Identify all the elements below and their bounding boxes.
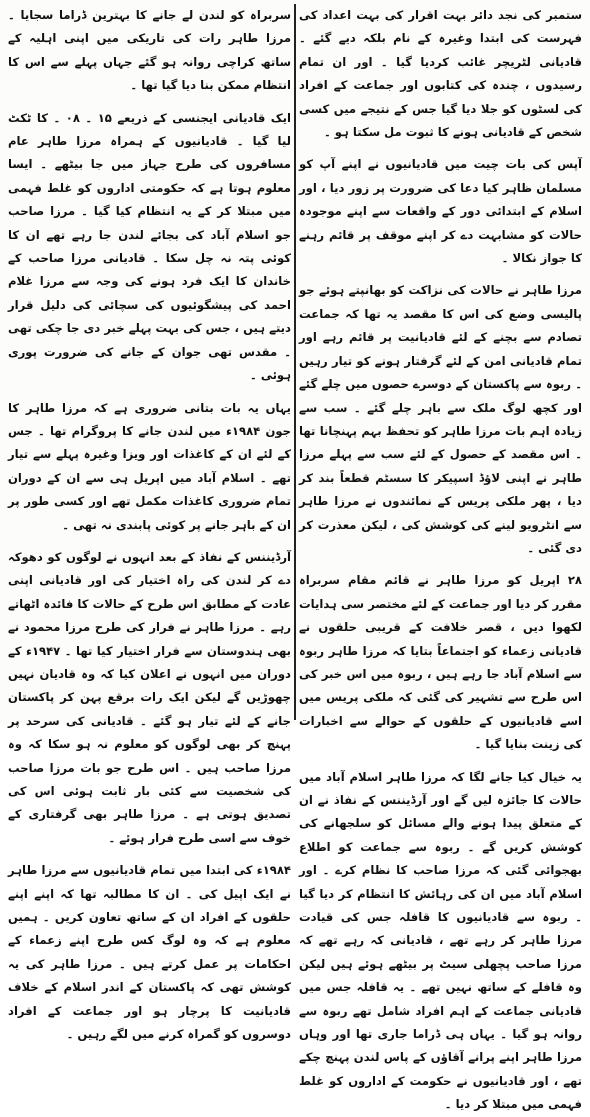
paragraph: ۱۹۸۴ء کی ابتدا میں تمام قادیانیوں سے مرزا طاہر نے ایک اپیل کی ۔ ان کا مطالبہ تھا کہ اپنے اپنے حلقوں کے افراد ان کے ساتھ تعاون کریں ۔ ہمیں معلوم ہے کہ وہ لوگ کس طرح اپنے زعماء کے احکامات پر عمل کرتے ہیں ۔ مرزا طاہر کی یہ کوشش تھی کہ پاکستان کے اندر اسلام کے خلاف قادیانیت کا پرچار ہو اور جماعت کے افراد دوسروں کو گمراہ کرنے میں لگے رہیں ۔ xyxy=(8,863,291,1042)
paragraph: یہاں یہ بات بتانی ضروری ہے کہ مرزا طاہر کا جون ۱۹۸۴ء میں لندن جانے کا پروگرام تھا ۔ جس کے لئے ان کے کاغذات اور ویزا وغیرہ پہلے سے تیار تھے ۔ اسلام آباد میں اپریل ہی سے ان کے دوران تمام ضروری کاغذات مکمل تھے اور کسی طور پر ان کے باہر جانے پر کوئی پابندی نہ تھی ۔ xyxy=(8,400,291,532)
right-column xyxy=(299,4,582,1112)
paragraph: مرزا طاہر نے حالات کی نزاکت کو بھانپتے ہوئے جو پالیسی وضع کی اس کا مقصد یہ تھا کہ جماعت تصادم سے بچنے کے لئے قادیانیت پر قائم رہے اور تمام قادیانی امن کے لئے گرفتار ہونے کو تیار رہیں ۔ ربوہ سے پاکستان کے دوسرے حصوں میں چلے گئے اور کچھ لوگ ملک سے باہر چلے گئے ۔ سب سے زیادہ اہم بات مرزا طاہر کو تحفظ بہم پہنچانا تھا ۔ اس مقصد کے حصول کے لئے سب سے پہلے مرزا طاہر نے اپنی لاؤڈ اسپیکر کا سسٹم قطعاً بند کر دیا ، پھر ملکی پریس کے نمائندوں نے مرزا طاہر سے انٹرویو لینے کی کوشش کی ، لیکن معذرت کر دی گئی ۔ xyxy=(299,283,582,555)
paragraph: آپس کی بات چیت میں قادیانیوں نے اپنے آپ کو مسلمان ظاہر کیا دعا کی ضرورت پر زور دیا ، اور اسلام کے ابتدائی دور کے واقعات سے اپنے موجودہ حالات کو مشابہت دے کر اپنے موقف پر قائم رہنے کا جواز نکالا ۔ xyxy=(299,157,582,266)
paragraph: آرڈیننس کے نفاذ کے بعد انہوں نے لوگوں کو دھوکہ دے کر لندن کی راہ اختیار کی اور قادیانی اپنی عادت کے مطابق اس طرح کے حالات کا فائدہ اٹھاتے رہے ۔ مرزا طاہر نے فرار کی طرح مرزا محمود نے بھی ہندوستان سے فرار اختیار کیا تھا ۔ ۱۹۴۷ء کے دوران میں انہوں نے اعلان کیا کہ وہ قادیان نہیں چھوڑیں گے لیکن ایک رات برقع پہن کر پاکستان جانے کے لئے تیار ہو گئے ۔ قادیانی کی سرحد پر پہنچ کر بھی لوگوں کو معلوم نہ ہو سکا کہ وہ مرزا صاحب ہیں ۔ اس طرح جو بات مرزا صاحب کی شخصیت سے کئی بار ثابت ہوئی اس کی تصدیق ہوتی ہے ۔ مرزا طاہر بھی گرفتاری کے خوف سے اسی طرح فرار ہوئے ۔ xyxy=(8,549,291,845)
column-divider xyxy=(294,4,296,720)
paragraph: ایک قادیانی ایجنسی کے ذریعے ۱۵ ۔ ۰۸ ۔ کا ٹکٹ لیا گیا ۔ قادیانیوں کے ہمراہ مرزا طاہر عام مسافروں کی طرح جہاز میں جا بیٹھے ۔ ایسا معلوم ہوتا ہے کہ حکومتی اداروں کو غلط فہمی میں مبتلا کر کے یہ انتظام کیا گیا ۔ مرزا صاحب جو اسلام آباد کی بجائے لندن جا رہے تھے ان کا کوئی پتہ نہ چل سکا ۔ قادیانی مرزا صاحب کے خاندان کا ایک فرد ہونے کی وجہ سے مرزا غلام احمد کی پیشگوئیوں کی سچائی کی دلیل قرار دیتے ہیں ، جس کی بہت پہلے خبر دی جا چکی تھی ۔ مقدس تھی جوان کے جانے کی ضرورت پوری ہوئی ۔ xyxy=(8,110,292,383)
paragraph: سربراہ کو لندن لے جانے کا بہترین ڈراما سجایا ۔ مرزا طاہر رات کی تاریکی میں اپنی اہلیہ کے ساتھ کراچی روانہ ہو گئے جہاں پہلے سے اس کا انتظام ممکن بنا دیا گیا تھا ۔ xyxy=(8,8,291,93)
paragraph: یہ خیال کیا جانے لگا کہ مرزا طاہر اسلام آباد میں حالات کا جائزہ لیں گے اور آرڈیننس کے نفاذ نے ان کے متعلق پیدا ہونے والے مسائل کو سلجھانے کی کوشش کریں گے ۔ ربوہ سے جماعت کو اطلاع بھجوائی گئی کہ مرزا صاحب کا نظام کرے ۔ اور اسلام آباد میں ان کی رہائش کا انتظام کر دیا گیا ۔ ربوہ سے قادیانیوں کا قافلہ جس کی قیادت مرزا طاہر کر رہے تھے ، قادیانی کہ رہے تھے کہ مرزا صاحب پچھلی سیٹ پر بیٹھے ہوئے ہیں لیکن وہ قافلے کے ساتھ نہیں تھے ۔ یہ قافلہ جس میں قادیانی جماعت کے اہم افراد شامل تھے ربوہ سے روانہ ہو گیا ۔ یہاں ہی ڈراما جاری تھا اور وہاں مرزا طاہر اپنے پرانے آقاؤں کے پاس لندن پہنچ چکے تھے ، اور قادیانیوں نے حکومت کے اداروں کو غلط فہمی میں مبتلا کر دیا ۔ xyxy=(299,769,582,1112)
left-column xyxy=(8,4,292,1042)
paragraph: ستمبر کی نجد دائر بہت اقرار کی بہت اعداد کی فہرست کی ابتدا وغیرہ کے نام بلکہ دیے گئے ۔ قادیانی لٹریچر غائب کردیا گیا ۔ اور ان تمام رسیدوں ، چندہ کی کتابوں اور جماعت کے افراد کی لسٹوں کو جلا دیا گیا جس کے نتیجے میں کسی شخص کے قادیانی ہونے کا ثبوت مل سکتا ہو ۔ xyxy=(299,8,582,140)
paragraph: ۲۸ اپریل کو مرزا طاہر نے قائم مقام سربراہ مقرر کر دیا اور جماعت کے لئے مختصر سی ہدایات لکھوا دیں ، قصر خلافت کے قریبی حلقوں نے قادیانی زعماء کو اجتماعاً بتایا کہ مرزا طاہر ربوہ سے اسلام آباد جا رہے ہیں ، ربوہ میں اس خبر کی اس طرح سے تشہیر کی گئی کہ ملکی پریس میں اسے قادیانیوں کے حلقوں کے حوالے سے اخبارات کی زینت بنایا گیا ۔ xyxy=(299,573,582,752)
